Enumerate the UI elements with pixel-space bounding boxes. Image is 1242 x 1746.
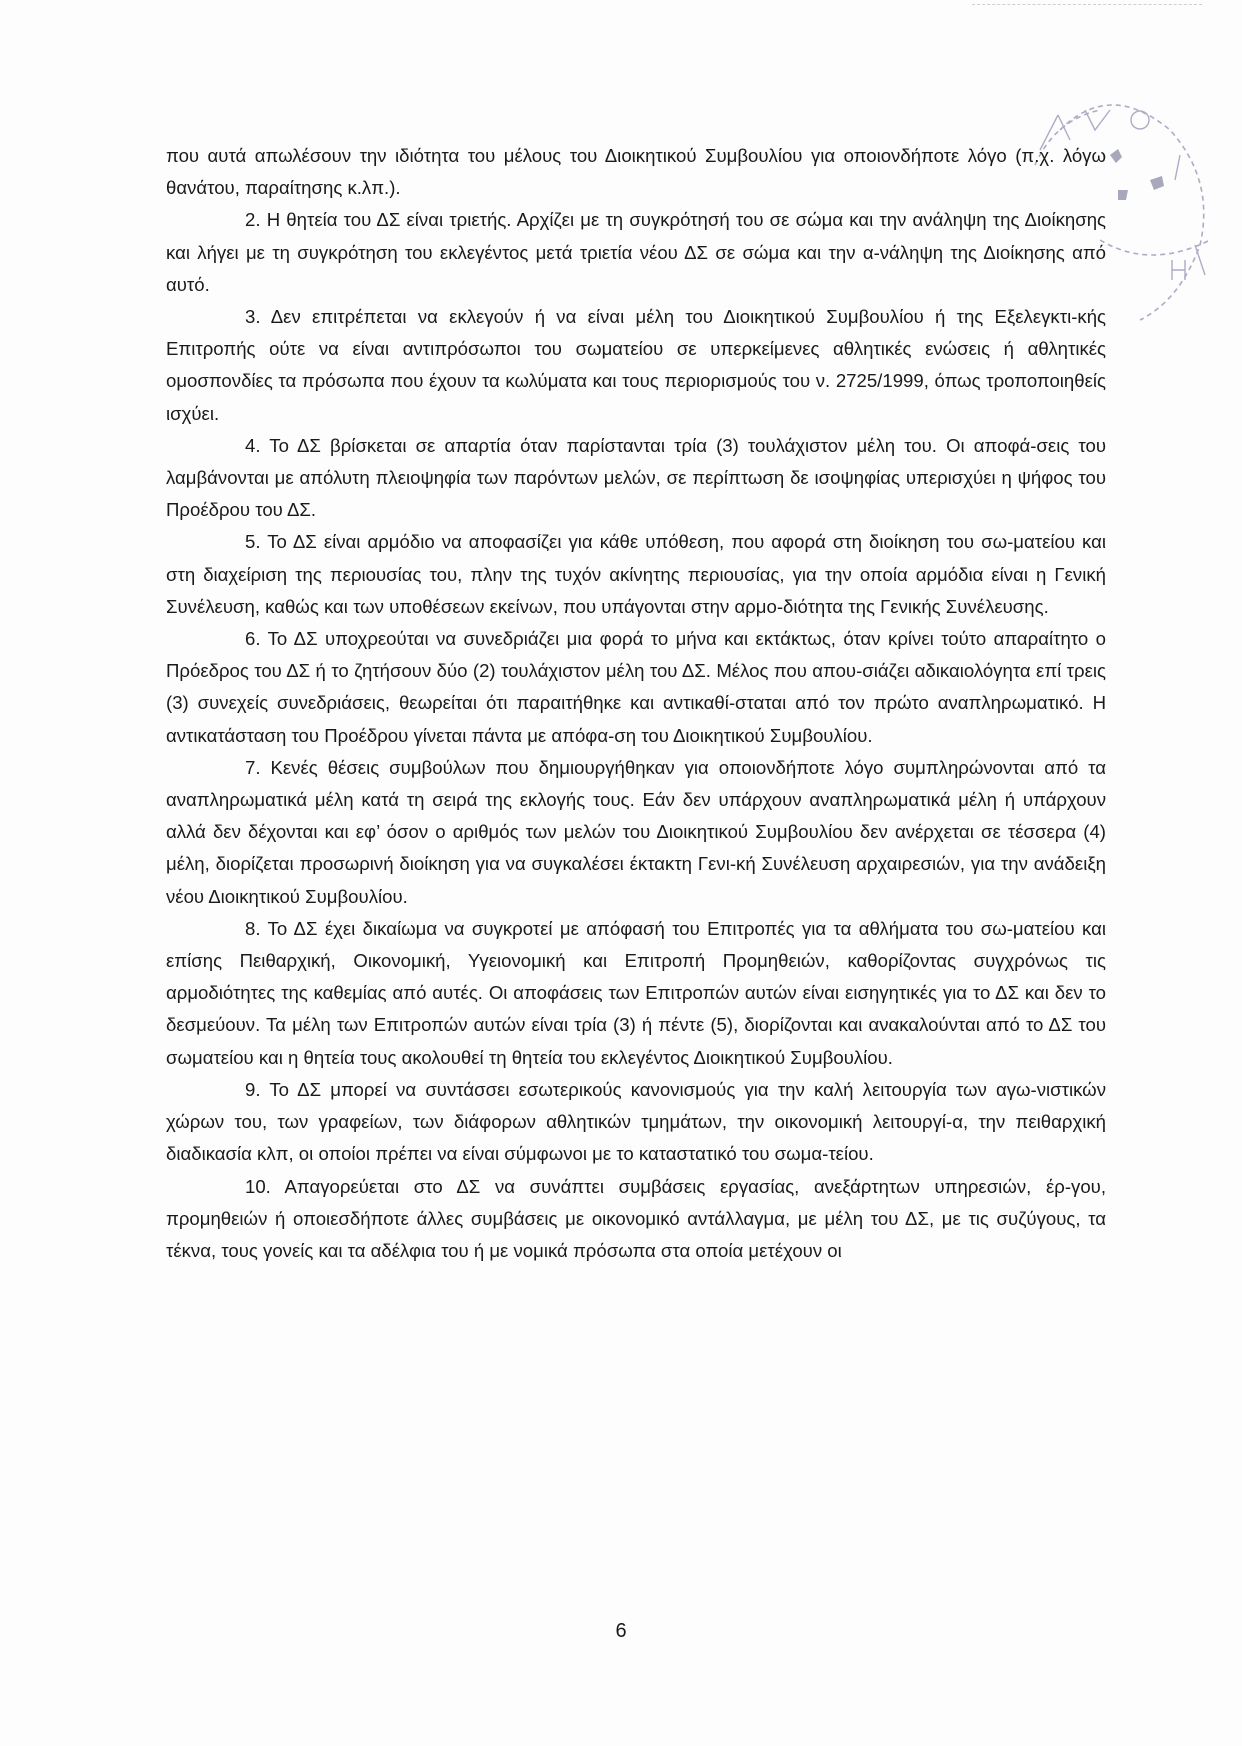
paragraph-6: 6. Το ΔΣ υποχρεούται να συνεδριάζει μια φορά το μήνα και εκτάκτως, όταν κρίνει τούτο απαραίτητο ο Πρόεδρος του ΔΣ ή το ζητήσουν δύο (2) τουλάχιστον μέλη του ΔΣ. Μέλος που απου-σιάζει αδικαιολόγητα επί τρεις (3) συνεχείς συνεδριάσεις, θεωρείται ότι παραιτήθηκε και αντικαθί-σταται από τον πρώτο αναπληρωματικό. Η αντικατάσταση του Προέδρου γίνεται πάντα με απόφα-ση του Διοικητικού Συμβουλίου.: [166, 628, 1106, 746]
document-body: [166, 140, 1106, 1267]
paragraph-8: 8. Το ΔΣ έχει δικαίωμα να συγκροτεί με απόφασή του Επιτροπές για τα αθλήματα του σω-ματείου και επίσης Πειθαρχική, Οικονομική, Υγειονομική και Επιτροπή Προμηθειών, καθορίζοντας συγχρόνως τις αρμοδιότητες της καθεμίας από αυτές. Οι αποφάσεις των Επιτροπών αυτών είναι εισηγητικές για το ΔΣ και δεν το δεσμεύουν. Τα μέλη των Επιτροπών αυτών είναι τρία (3) ή πέντε (5), διορίζονται και ανακαλούνται από το ΔΣ του σωματείου και η θητεία τους ακολουθεί τη θητεία του εκλεγέντος Διοικητικού Συμβουλίου.: [166, 917, 1106, 1068]
paragraph-5: 5. Το ΔΣ είναι αρμόδιο να αποφασίζει για κάθε υπόθεση, που αφορά στη διοίκηση του σω-ματείου και στη διαχείριση της περιουσίας του, πλην της τυχόν ακίνητης περιουσίας, για την οποία αρμόδια είναι η Γενική Συνέλευση, καθώς και των υποθέσεων εκείνων, που υπάγονται στην αρμο-διότητα της Γενικής Συνέλευσης.: [166, 531, 1106, 617]
paragraph-7: 7. Κενές θέσεις συμβούλων που δημιουργήθηκαν για οποιονδήποτε λόγο συμπληρώνονται από τα αναπληρωματικά μέλη κατά τη σειρά της εκλογής τους. Εάν δεν υπάρχουν αναπληρωματικά μέλη ή υπάρχουν αλλά δεν δέχονται και εφ’ όσον ο αριθμός των μελών του Διοικητικού Συμβουλίου δεν ανέρχεται σε τέσσερα (4) μέλη, διορίζεται προσωρινή διοίκηση για να συγκαλέσει έκτακτη Γενι-κή Συνέλευση αρχαιρεσιών, για την ανάδειξη νέου Διοικητικού Συμβουλίου.: [166, 756, 1106, 907]
paragraph-continuation: που αυτά απωλέσουν την ιδιότητα του μέλους του Διοικητικού Συμβουλίου για οποιονδήποτε λόγο (π.χ. λόγω θανάτου, παραίτησης κ.λπ.).: [166, 145, 1106, 199]
scan-edge-line: [972, 4, 1202, 5]
paragraph-2: 2. Η θητεία του ΔΣ είναι τριετής. Αρχίζει με τη συγκρότησή του σε σώμα και την ανάληψη της Διοίκησης και λήγει με τη συγκρότηση του εκλεγέντος μετά τριετία νέου ΔΣ σε σώμα και την α-νάληψη της Διοίκησης από αυτό.: [166, 209, 1106, 295]
paragraph-3: 3. Δεν επιτρέπεται να εκλεγούν ή να είναι μέλη του Διοικητικού Συμβουλίου ή της Εξελεγκτι-κής Επιτροπής ούτε να είναι αντιπρόσωποι του σωματείου σε υπερκείμενες αθλητικές ενώσεις ή αθλητικές ομοσπονδίες τα πρόσωπα που έχουν τα κωλύματα και τους περιορισμούς του ν. 2725/1999, όπως τροποποιηθείς ισχύει.: [166, 306, 1106, 424]
paragraph-4: 4. Το ΔΣ βρίσκεται σε απαρτία όταν παρίστανται τρία (3) τουλάχιστον μέλη του. Οι αποφά-σεις του λαμβάνονται με απόλυτη πλειοψηφία των παρόντων μελών, σε περίπτωση δε ισοψηφίας υπερισχύει η ψήφος του Προέδρου του ΔΣ.: [166, 434, 1106, 521]
paragraph-10: 10. Απαγορεύεται στο ΔΣ να συνάπτει συμβάσεις εργασίας, ανεξάρτητων υπηρεσιών, έρ-γου, προμηθειών ή οποιεσδήποτε άλλες συμβάσεις με οικονομικό αντάλλαγμα, με μέλη του ΔΣ, με τις συζύγους, τα τέκνα, τους γονείς και τα αδέλφια του ή με νομικά πρόσωπα στα οποία μετέχουν οι: [166, 1175, 1106, 1261]
page-number: 6: [615, 1620, 627, 1642]
paragraph-9: 9. Το ΔΣ μπορεί να συντάσσει εσωτερικούς κανονισμούς για την καλή λειτουργία των αγω-νιστικών χώρων του, των γραφείων, των διάφορων αθλητικών τμημάτων, την οικονομική λειτουργί-α, την πειθαρχική διαδικασία κλπ, οι οποίοι πρέπει να είναι σύμφωνοι με το καταστατικό του σωμα-τείου.: [166, 1078, 1106, 1165]
